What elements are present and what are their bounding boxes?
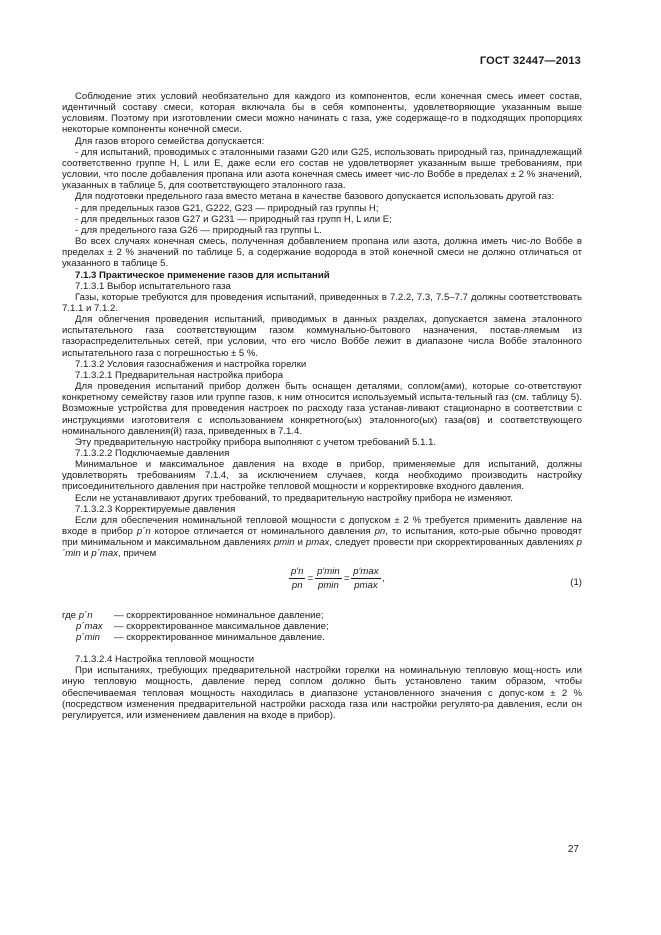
symbol-p-min: pmin bbox=[273, 537, 295, 549]
paragraph: Эту предварительную настройку прибора выполняют с учетом требований 5.1.1. bbox=[75, 436, 437, 448]
subsection-heading: 7.1.3.2 Условия газоснабжения и настройка горелки bbox=[75, 358, 307, 370]
fraction-nominal: $\frac{p'n}{pn}$ bbox=[291, 565, 304, 591]
paragraph: Газы, которые требуются для проведения испытаний, приведенных в 7.2.2, 7.3, 7.5–7.7 должны соответствовать 7.1.1 и 7.1.2. bbox=[62, 291, 582, 314]
subsection-heading: 7.1.3.2.1 Предварительная настройка прибора bbox=[75, 369, 284, 381]
paragraph: Для проведения испытаний прибор должен быть оснащен деталями, соплом(ами), которые со-ответствуют конкретному семейству газов или группе газов, к ним относится используемый испыта-тельный газ (см. таблицу 5). Возможные устройства для проведения настроек по расходу газа устанав-ливают стационарно в соответствии с инструкциями изготовителя с использованием конкретного(ых) эталонного(ых) газа(ов) и соответствующего номинального давления(й) газа, приведенных в 7.1.4. bbox=[62, 381, 582, 437]
fraction-max: $\frac{p'\max}{pmax}$ bbox=[353, 565, 379, 591]
symbol-p-max-prime: p´max bbox=[91, 548, 119, 560]
subsection-heading: 7.1.3.2.2 Подключаемые давления bbox=[75, 448, 230, 459]
document-header: ГОСТ 32447—2013 bbox=[479, 55, 581, 67]
paragraph: Во всех случаях конечная смесь, полученная добавлением пропана или азота, должна иметь чис-ло Воббе в пределах ± 2 % значений по таблице 5, а содержание водорода в этой конечной смеси не должно отличаться от указанного в таблице 5. bbox=[62, 236, 582, 270]
symbol-p-n-prime: p´n bbox=[136, 526, 151, 538]
paragraph: При испытаниях, требующих предварительной настройки горелки на номинальную тепловую мощ-ность или иную тепловую мощность, давление перед соплом должно быть установлено таким образом, чтобы обеспечиваемая тепловая мощность находилась в диапазоне установленного значения с допус-ком ± 2 % (посредством изменения предварительной настройки расхода газа или настройки регулято-ра давления, если он регулируется, или изменением давления на входе в прибор). bbox=[62, 665, 582, 721]
formula-1 bbox=[62, 564, 582, 604]
list-item: - для предельных газов G21, G222, G23 — природный газ группы Н; bbox=[75, 202, 379, 214]
symbol-definitions bbox=[62, 610, 582, 643]
symbol-p-n: pn bbox=[374, 526, 386, 538]
symbol-p-max: pmax bbox=[305, 537, 330, 549]
formula-comma: , bbox=[382, 572, 386, 584]
corrected-pressure-paragraph: Если для обеспечения номинальной тепловой мощности с допуском ± 2 % требуется применить давление на входе в прибор p´n которое отличается от номинального давления pn, то испытания, кото-рые обычно проводят при минимальном и максимальном давлениях pmin и pmax, следует провести при скорректированных давлениях p´min и p´max, причем bbox=[62, 514, 582, 560]
paragraph: Минимальное и максимальное давления на входе в прибор, применяемые для испытаний, должны удовлетворять требованиям 7.1.4, за исключением случаев, когда необходимо производить настройку присоединительного давления при настройке тепловой мощности и корректировке входного давления. bbox=[62, 459, 582, 493]
definition-row: p´min — скорректированное минимальное давление. bbox=[76, 631, 325, 643]
formula-expression bbox=[287, 566, 385, 591]
section-heading: 7.1.3 Практическое применение газов для испытаний bbox=[75, 269, 330, 281]
paragraph: Если не устанавливают других требований, то предварительную настройку прибора не изменяют. bbox=[75, 492, 513, 504]
paragraph: Соблюдение этих условий необязательно для каждого из компонентов, если конечная смесь имеет состав, идентичный составу смеси, которая включала бы в себя компоненты, удовлетворяющие указанным выше условиям. Поэтому при изготовлении смеси можно начинать с газа, уже содержаще-го в подходящих пропорциях некоторые компоненты конечной смеси. bbox=[62, 91, 582, 136]
list-item: - для предельных газов G27 и G231 — природный газ групп Н, L или Е; bbox=[75, 213, 392, 225]
paragraph: Для подготовки предельного газа вместо метана в качестве базового допускается использовать другой газ: bbox=[75, 191, 555, 203]
subsection-heading: 7.1.3.2.3 Корректируемые давления bbox=[75, 503, 236, 515]
definition-row: где p´n — скорректированное номинальное давление; bbox=[62, 609, 324, 621]
list-item: - для предельного газа G26 — природный газ группы L. bbox=[75, 224, 322, 236]
page-body bbox=[62, 91, 582, 721]
definition-row: p´max — скорректированное максимальное давление; bbox=[76, 620, 329, 632]
subsection-heading: 7.1.3.1 Выбор испытательного газа bbox=[75, 280, 231, 292]
equation-number: (1) bbox=[570, 576, 582, 588]
page-number: 27 bbox=[567, 844, 579, 855]
symbol-p-min-prime: p´min bbox=[62, 537, 582, 560]
subsection-heading: 7.1.3.2.4 Настройка тепловой мощности bbox=[75, 654, 255, 666]
equals-sign: = bbox=[343, 572, 350, 584]
list-item: - для испытаний, проводимых с эталонными газами G20 или G25, использовать природный газ, принадлежащий соответственно группе Н, L или Е, даже если его состав не удовлетворяет указанным выше требованиям, при условии, что после добавления пропана или азота конечная смесь имеет чис-ло Воббе в пределах ± 2 % значений, указанных в таблице 5, для соответствующего эталонного газа. bbox=[62, 146, 582, 192]
paragraph: Для газов второго семейства допускается: bbox=[75, 135, 265, 147]
equals-sign: = bbox=[307, 572, 314, 584]
paragraph: Для облегчения проведения испытаний, приводимых в данных разделах, допускается замена эталонного испытательного газа соответствующим газом коммунально-бытового назначения, постав-ляемым из газораспределительных сетей, при условии, что его число Воббе лежит в диапазоне числа Воббе эталонного испытательного газа с погрешностью ± 5 %. bbox=[62, 314, 582, 359]
fraction-min: $\frac{p'\min}{pmin}$ bbox=[317, 565, 340, 591]
